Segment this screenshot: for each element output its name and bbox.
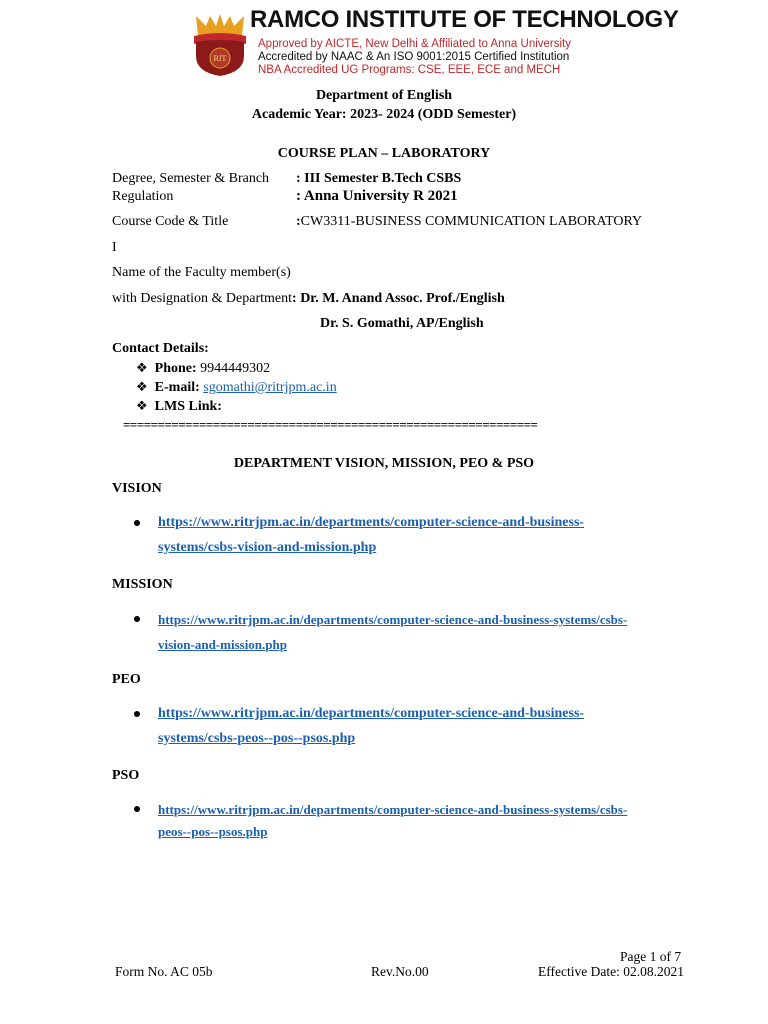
diamond-bullet-icon: ❖ — [136, 379, 148, 394]
course-plan-title: COURSE PLAN – LABORATORY — [277, 146, 491, 161]
separator: ============================================================ — [123, 417, 538, 432]
diamond-bullet-icon: ❖ — [136, 360, 148, 375]
pso-link-line1[interactable]: https://www.ritrjpm.ac.in/departments/computer-science-and-business-systems/csbs- — [158, 802, 628, 817]
bullet-icon — [134, 806, 140, 812]
department-title: Department of English — [315, 88, 453, 103]
vision-heading: VISION — [112, 481, 162, 496]
vision-link-line2[interactable]: systems/csbs-vision-and-mission.php — [158, 540, 377, 555]
revision-number: Rev.No.00 — [371, 964, 429, 979]
course-label: Course Code & Title — [112, 214, 229, 229]
institute-logo — [190, 12, 250, 78]
phone-value: 9944449302 — [200, 361, 271, 376]
bullet-icon — [134, 616, 140, 622]
course-continuation: I — [112, 240, 117, 255]
email-link[interactable]: sgomathi@ritrjpm.ac.in — [203, 380, 337, 395]
phone-row — [136, 360, 270, 377]
email-row — [136, 379, 337, 396]
approval-line: Approved by AICTE, New Delhi & Affiliated to Anna University — [258, 38, 571, 50]
peo-heading: PEO — [112, 672, 141, 687]
bullet-icon — [134, 520, 140, 526]
diamond-bullet-icon: ❖ — [136, 398, 148, 413]
logo-text: RIT — [213, 54, 227, 63]
effective-date: Effective Date: 02.08.2021 — [538, 964, 684, 979]
contact-heading: Contact Details: — [112, 341, 209, 356]
faculty-1: : Dr. M. Anand Assoc. Prof./English — [292, 291, 505, 306]
degree-label: Degree, Semester & Branch — [112, 171, 270, 186]
email-label: E-mail: — [154, 380, 200, 395]
page-number: Page 1 of 7 — [620, 949, 682, 964]
peo-link-line2[interactable]: systems/csbs-peos--pos--psos.php — [158, 731, 356, 746]
pso-link-line2[interactable]: peos--pos--psos.php — [158, 824, 268, 839]
nba-line: NBA Accredited UG Programs: CSE, EEE, ECE and MECH — [258, 64, 561, 76]
course-value — [296, 214, 642, 230]
vision-link-line1[interactable]: https://www.ritrjpm.ac.in/departments/computer-science-and-business- — [158, 515, 585, 530]
mission-link-line1[interactable]: https://www.ritrjpm.ac.in/departments/computer-science-and-business-systems/csbs- — [158, 612, 628, 627]
institute-name: RAMCO INSTITUTE OF TECHNOLOGY — [250, 6, 679, 33]
regulation-value: : Anna University R 2021 — [296, 188, 458, 204]
designation-label: with Designation & Department — [112, 291, 293, 306]
phone-label: Phone: — [154, 361, 197, 376]
faculty-label: Name of the Faculty member(s) — [112, 265, 291, 280]
mission-heading: MISSION — [112, 577, 173, 592]
form-number: Form No. AC 05b — [115, 964, 213, 979]
designation-row — [112, 291, 505, 307]
degree-value: : III Semester B.Tech CSBS — [296, 171, 462, 186]
pso-heading: PSO — [112, 768, 140, 783]
course-title: CW3311-BUSINESS COMMUNICATION LABORATORY — [300, 214, 643, 229]
accreditation-line: Accredited by NAAC & An ISO 9001:2015 Certified Institution — [258, 51, 570, 63]
regulation-label: Regulation — [112, 189, 174, 204]
mission-link-line2[interactable]: vision-and-mission.php — [158, 637, 287, 652]
course-colon: : — [296, 214, 301, 229]
sections-title: DEPARTMENT VISION, MISSION, PEO & PSO — [233, 456, 535, 471]
lms-label: LMS Link: — [154, 399, 222, 414]
faculty-2: Dr. S. Gomathi, AP/English — [320, 316, 484, 331]
peo-link-line1[interactable]: https://www.ritrjpm.ac.in/departments/computer-science-and-business- — [158, 706, 585, 721]
academic-year: Academic Year: 2023- 2024 (ODD Semester) — [251, 107, 517, 122]
lms-row — [136, 398, 222, 415]
bullet-icon — [134, 711, 140, 717]
